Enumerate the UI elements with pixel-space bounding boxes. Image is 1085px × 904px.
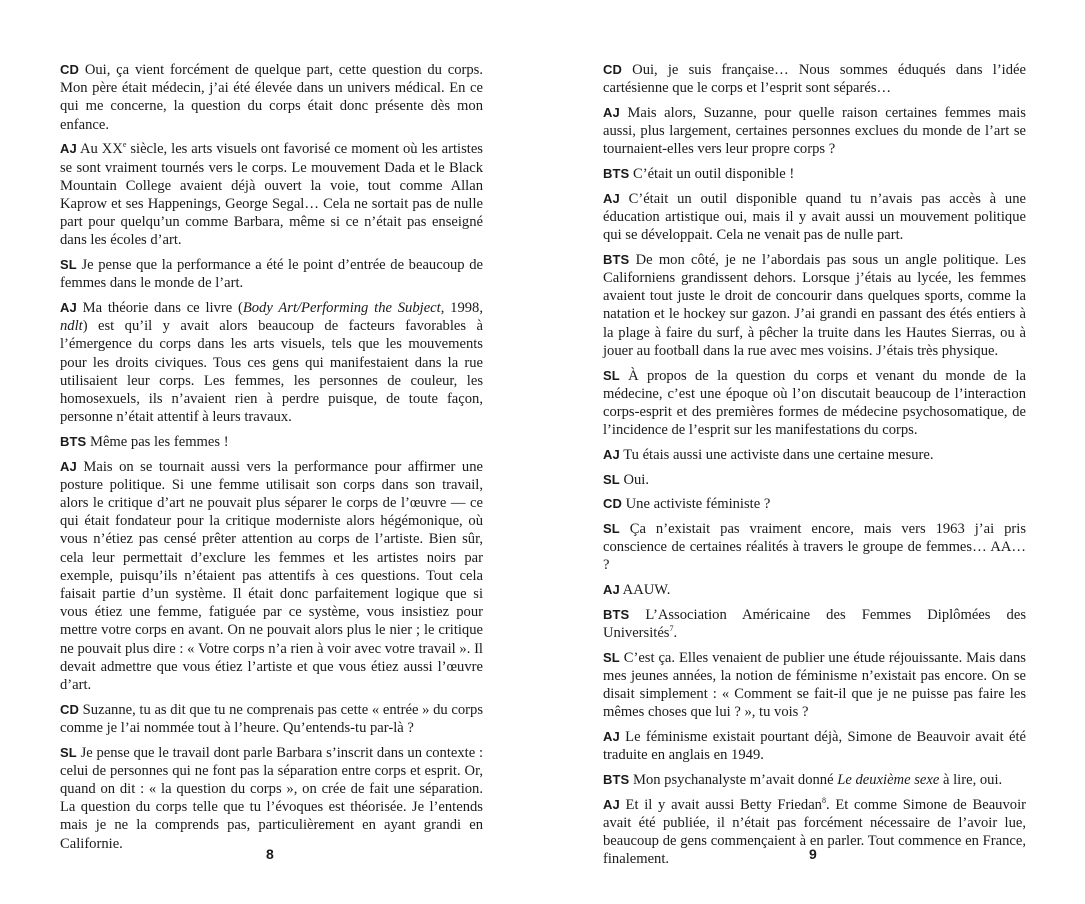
dialogue-text: Le féminisme existait pourtant déjà, Simone de Beauvoir avait été traduite en anglais en 1949. — [603, 729, 1026, 764]
page-number-left: 8 — [266, 846, 274, 862]
dialogue-paragraph — [603, 251, 1026, 360]
superscript: 8 — [821, 795, 826, 805]
speaker-initials: CD — [60, 701, 79, 717]
dialogue-paragraph — [603, 446, 1026, 464]
superscript: 7 — [669, 624, 674, 634]
dialogue-paragraph — [60, 458, 483, 695]
dialogue-paragraph — [603, 581, 1026, 599]
dialogue-text: Mais on se tournait aussi vers la performance pour affirmer une posture politique. Si une femme utilisait son corps dans son travail, alors le critique d’art ne pouvait plus séparer le corps de l’œuvre — ce qui était fondateur pour la critique moderniste alors hégémonique, où vous n’étiez pas censé prêter attention au corps de l’artiste. Bien sûr, cela leur permettait d’exclure les femmes et les artistes noirs par exemple, puisqu’ils n’étaient pas attentifs à ces questions. Tout cela faisait partie d’un système. Il était donc parfaitement logique que si vous étiez une femme, fatiguée par ce système, vous insistiez pour mettre votre corps en avant. On ne pouvait alors plus le nier ; le critique ne pouvait plus dire : « Votre corps n’a rien à voir avec votre travail ». Il devait admettre que vous étiez l’artiste et que vous étiez aussi l’œuvre d’art. — [60, 458, 484, 693]
dialogue-paragraph — [603, 165, 1026, 183]
dialogue-paragraph — [60, 433, 483, 451]
dialogue-text: ) est qu’il y avait alors beaucoup de facteurs favorables à l’émergence du corps dans les arts visuels, tels que les mouvements pour les droits civiques. Tous ces gens qui manifestaient dans la rue utilisaient leur corps. Les femmes, les personnes de couleur, les homosexuels, ils n’avaient rien à perdre puisque, de toute façon, personne n’était attentif à leurs travaux. — [60, 318, 483, 426]
speaker-initials: SL — [603, 520, 620, 536]
speaker-initials: CD — [603, 496, 622, 512]
speaker-initials: AJ — [60, 458, 77, 474]
dialogue-text: Mon psychanalyste m’avait donné — [632, 771, 838, 788]
dialogue-text: Oui. — [623, 471, 650, 488]
dialogue-text: Ça n’existait pas vraiment encore, mais vers 1963 j’ai pris conscience de certaines réalités à travers le groupe de femmes… AA… ? — [603, 520, 1026, 574]
speaker-initials: BTS — [603, 166, 630, 182]
page-number-right: 9 — [809, 846, 817, 862]
dialogue-text: Même pas les femmes ! — [89, 433, 229, 450]
superscript: e — [122, 140, 127, 150]
dialogue-text: Oui, je suis française… Nous sommes éduqués dans l’idée cartésienne que le corps et l’esprit sont séparés… — [603, 62, 1026, 97]
dialogue-paragraph — [603, 190, 1026, 245]
dialogue-paragraph — [60, 299, 483, 426]
dialogue-paragraph — [603, 649, 1026, 722]
dialogue-paragraph — [603, 61, 1026, 97]
speaker-initials: AJ — [603, 446, 620, 462]
speaker-initials: SL — [60, 257, 77, 273]
dialogue-text: Au XX — [79, 141, 123, 158]
speaker-initials: CD — [603, 62, 622, 77]
dialogue-text: L’Association Américaine des Femmes Diplômées des Universités — [603, 606, 1026, 641]
dialogue-text: Et il y avait aussi Betty Friedan — [625, 796, 822, 813]
dialogue-text: De mon côté, je ne l’abordais pas sous un angle politique. Les Californiens grandissent dehors. Lorsque j’étais au lycée, les femmes avaient tout juste le droit de concourir dans quelques sports, comme la natation et le hockey sur gazon. J’ai grandi en passant des étés entiers à la plage à faire du surf, à pêcher la truite dans les Hautes Sierras, ou à jouer au football dans la rue avec mes voisins. J’étais très physique. — [603, 251, 1026, 359]
right-page — [603, 61, 1026, 875]
dialogue-paragraph — [603, 471, 1026, 489]
speaker-initials: AJ — [603, 796, 620, 812]
dialogue-text: C’était un outil disponible ! — [632, 166, 795, 183]
speaker-initials: AJ — [603, 729, 620, 744]
dialogue-paragraph — [603, 495, 1026, 513]
speaker-initials: BTS — [603, 251, 630, 267]
speaker-initials: SL — [603, 471, 620, 487]
dialogue-paragraph — [603, 367, 1026, 440]
dialogue-text: Oui, ça vient forcément de quelque part, cette question du corps. Mon père était médecin, j’ai été élevée dans un univers médical. En ce qui me concerne, la question du corps était donc présente dès mon enfance. — [60, 62, 483, 133]
dialogue-text: Je pense que la performance a été le point d’entrée de beaucoup de femmes dans le monde de l’art. — [60, 257, 483, 292]
speaker-initials: SL — [60, 744, 77, 760]
speaker-initials: BTS — [603, 771, 630, 787]
dialogue-text: Ma théorie dans ce livre ( — [82, 299, 243, 316]
dialogue-paragraph — [60, 256, 483, 292]
dialogue-paragraph — [60, 701, 483, 737]
speaker-initials: BTS — [603, 606, 630, 622]
speaker-initials: CD — [60, 62, 79, 77]
dialogue-text: siècle, les arts visuels ont favorisé ce moment où les artistes se sont vraiment tournés vers le corps. Le mouvement Dada et le Black Mountain College avaient déjà ouvert la voie, tout comme Allan Kaprow et ses Happenings, George Segal… Cela ne sortait pas de nulle part pour quelqu’un comme Barbara, même si ce n’était pas enseigné dans les écoles d’art. — [60, 141, 483, 249]
dialogue-text: , 1998, — [440, 299, 483, 316]
speaker-initials: AJ — [603, 582, 620, 598]
dialogue-text: Tu étais aussi une activiste dans une certaine mesure. — [623, 446, 934, 463]
speaker-initials: AJ — [60, 141, 77, 157]
dialogue-text: Mais alors, Suzanne, pour quelle raison certaines femmes mais aussi, plus largement, certaines personnes exclues du monde de l’art se tournaient-elles vers leur propre corps ? — [603, 104, 1026, 158]
italic-title: Body Art/Performing the Subject — [242, 299, 441, 316]
italic-title: Le deuxième sexe — [837, 771, 940, 788]
speaker-initials: BTS — [60, 433, 87, 449]
dialogue-text: À propos de la question du corps et venant du monde de la médecine, c’est une époque où l’on discutait beaucoup de l’interaction corps-esprit et des premières formes de médecine psychosomatique, de l’incidence de l’esprit sur les manifestations du corps. — [603, 367, 1027, 439]
dialogue-text: Suzanne, tu as dit que tu ne comprenais pas cette « entrée » du corps comme je l’ai nommée tout à l’heure. Qu’entends-tu par-là ? — [60, 701, 484, 736]
dialogue-text: C’est ça. Elles venaient de publier une étude réjouissante. Mais dans mes jeunes années, la notion de féminisme n’existait pas encore. On se disait simplement : « Comment se fait-il que je ne puisse pas faire les mêmes choses que lui ? », tu vois ? — [603, 649, 1026, 721]
speaker-initials: SL — [603, 367, 620, 383]
dialogue-paragraph — [603, 104, 1026, 159]
dialogue-paragraph — [60, 744, 483, 853]
dialogue-text: Une activiste féministe ? — [625, 496, 771, 513]
dialogue-text: Je pense que le travail dont parle Barbara s’inscrit dans un contexte : celui de personnes qui ne font pas la séparation entre corps et esprit. Or, quand on dit : « la question du corps », on crée de fait une séparation. La question du corps telle que tu l’évoques est théorisée. Je l’entends mais je ne la comprends pas, particulièrement en ayant grandi en Californie. — [60, 744, 484, 852]
dialogue-paragraph — [60, 140, 483, 249]
speaker-initials: AJ — [603, 190, 620, 206]
dialogue-text: . — [673, 624, 678, 641]
dialogue-paragraph — [603, 728, 1026, 764]
dialogue-paragraph — [603, 771, 1026, 789]
dialogue-text: C’était un outil disponible quand tu n’avais pas accès à une éducation artistique oui, mais il y avait aussi un mouvement politique qui se développait. Cela ne venait pas de nulle part. — [603, 190, 1026, 244]
speaker-initials: AJ — [603, 104, 620, 120]
dialogue-paragraph — [60, 61, 483, 134]
dialogue-text: . Et comme Simone de Beauvoir avait été publiée, il n’était pas forcément nécessaire de l’avoir lue, beaucoup de gens commençaient à en parler. Tout commence en France, finalement. — [603, 796, 1026, 868]
speaker-initials: AJ — [60, 299, 77, 315]
left-page — [60, 61, 483, 859]
speaker-initials: SL — [603, 649, 620, 665]
italic-title: ndlt — [60, 318, 83, 335]
dialogue-paragraph — [603, 606, 1026, 642]
dialogue-paragraph — [603, 520, 1026, 575]
dialogue-text: AAUW. — [622, 582, 671, 599]
dialogue-text: à lire, oui. — [939, 771, 1003, 788]
